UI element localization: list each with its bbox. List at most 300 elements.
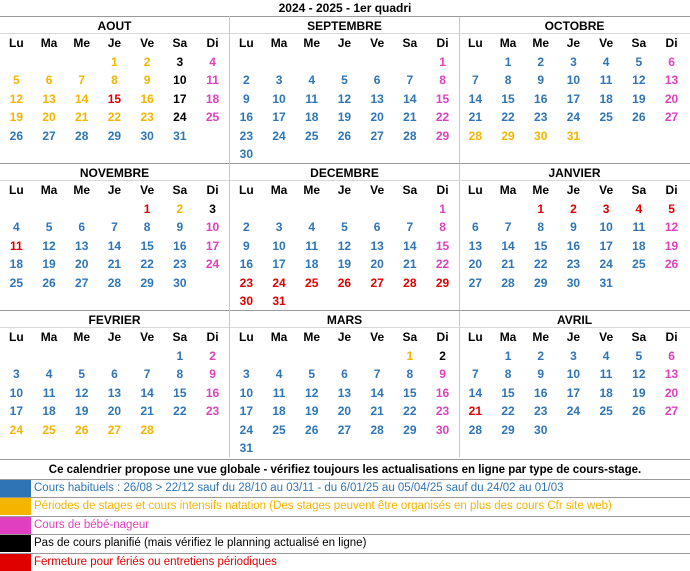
day-cell: 25 xyxy=(599,404,613,419)
day-cell: 3 xyxy=(275,73,283,88)
day-cell: 1 xyxy=(537,202,545,216)
day-cell: 19 xyxy=(42,257,56,272)
day-cell: 1 xyxy=(439,202,446,216)
day-cell: 15 xyxy=(501,91,515,106)
day-cell: 17 xyxy=(173,91,187,106)
day-cell: 13 xyxy=(370,91,384,106)
day-cell: 10 xyxy=(239,385,254,400)
weekday-header: Di xyxy=(436,183,449,197)
day-cell: 17 xyxy=(272,257,286,272)
weekday-header: Ma xyxy=(270,183,288,197)
day-cell: 12 xyxy=(664,220,679,235)
weekday-header: Ve xyxy=(140,36,155,50)
day-cell: 24 xyxy=(272,275,286,290)
day-cell: 1 xyxy=(504,349,512,363)
day-cell: 18 xyxy=(42,404,56,419)
day-cell: 21 xyxy=(370,404,384,419)
day-cell: 20 xyxy=(337,404,352,419)
day-cell: 14 xyxy=(140,385,154,400)
day-cell: 7 xyxy=(373,367,381,382)
legend-row-orange xyxy=(0,497,690,515)
day-cell: 23 xyxy=(435,404,450,419)
day-cell: 2 xyxy=(209,349,216,363)
day-cell: 14 xyxy=(403,91,417,106)
month-novembre xyxy=(0,163,230,310)
weekday-header: Ma xyxy=(270,36,288,50)
day-cell: 3 xyxy=(243,367,250,382)
day-cell: 1 xyxy=(504,55,512,69)
day-cell: 3 xyxy=(176,55,184,69)
legend-text: Pas de cours planifié (mais vérifiez le planning actualisé en ligne) xyxy=(34,537,367,550)
day-cell: 1 xyxy=(406,349,414,363)
day-cell: 22 xyxy=(435,110,450,125)
day-cell: 11 xyxy=(305,238,319,253)
day-cell: 9 xyxy=(209,367,216,382)
day-cell: 19 xyxy=(632,385,646,400)
day-cell: 26 xyxy=(337,275,352,290)
day-cell: 23 xyxy=(534,404,548,419)
day-cell: 12 xyxy=(42,238,56,253)
day-cell: 15 xyxy=(501,385,515,400)
day-cell: 2 xyxy=(537,55,545,69)
day-cell: 28 xyxy=(403,275,417,290)
weekday-header: Ve xyxy=(599,183,614,197)
day-cell: 5 xyxy=(45,220,53,235)
day-cell: 11 xyxy=(10,238,23,253)
day-cell: 28 xyxy=(107,275,122,290)
day-cell: 24 xyxy=(566,404,581,419)
weekday-header: Je xyxy=(337,183,352,197)
day-cell: 18 xyxy=(205,91,220,106)
day-cell: 9 xyxy=(143,73,151,88)
day-cell: 14 xyxy=(403,238,417,253)
day-cell: 4 xyxy=(209,55,216,69)
day-cell: 1 xyxy=(176,349,184,363)
day-cell: 24 xyxy=(205,257,220,272)
day-cell: 5 xyxy=(308,367,316,382)
day-cell: 25 xyxy=(205,110,220,125)
day-cell: 26 xyxy=(42,275,56,290)
day-cell: 13 xyxy=(370,238,384,253)
day-cell: 19 xyxy=(337,110,352,125)
day-cell: 14 xyxy=(107,238,122,253)
day-cell: 14 xyxy=(370,385,384,400)
month-janvier xyxy=(459,163,690,310)
day-cell: 25 xyxy=(272,422,286,437)
day-cell: 27 xyxy=(337,422,352,437)
day-cell: 13 xyxy=(337,385,352,400)
day-cell: 28 xyxy=(75,128,89,143)
day-cell: 10 xyxy=(9,385,24,400)
day-cell: 11 xyxy=(599,73,613,88)
day-cell: 22 xyxy=(435,257,450,272)
month-aout xyxy=(0,16,230,163)
day-cell: 8 xyxy=(176,367,184,382)
day-cell: 15 xyxy=(403,385,417,400)
weekday-header: Sa xyxy=(402,330,418,344)
day-cell: 4 xyxy=(275,367,283,382)
weekday-header: Lu xyxy=(9,330,24,344)
weekday-header: Ma xyxy=(40,330,58,344)
weekday-header: Lu xyxy=(9,183,24,197)
day-cell: 26 xyxy=(305,422,319,437)
day-cell: 5 xyxy=(635,349,643,363)
day-cell: 29 xyxy=(435,128,450,143)
day-cell: 6 xyxy=(668,349,675,363)
legend-swatch xyxy=(0,554,31,571)
day-cell: 30 xyxy=(239,147,254,161)
weekday-header: Lu xyxy=(468,330,483,344)
day-cell: 9 xyxy=(537,73,545,88)
day-cell: 30 xyxy=(140,128,154,143)
day-cell: 8 xyxy=(439,220,446,235)
weekday-header: Sa xyxy=(631,183,647,197)
day-cell: 8 xyxy=(406,367,414,382)
day-cell: 23 xyxy=(140,110,154,125)
day-cell: 3 xyxy=(602,202,610,216)
weekday-header: Ma xyxy=(499,183,517,197)
legend-text: Fermeture pour fériés ou entretiens périodiques xyxy=(34,555,277,568)
weekday-header: Je xyxy=(337,36,352,50)
day-cell: 3 xyxy=(209,202,216,216)
day-cell: 12 xyxy=(632,73,646,88)
day-cell: 29 xyxy=(435,275,450,290)
day-cell: 20 xyxy=(75,257,89,272)
day-cell: 5 xyxy=(341,220,348,235)
legend-swatch xyxy=(0,480,31,497)
day-cell: 15 xyxy=(534,238,548,253)
month-name: NOVEMBRE xyxy=(0,163,229,181)
day-cell: 5 xyxy=(78,367,86,382)
day-cell: 10 xyxy=(272,238,286,253)
legend-row-blue xyxy=(0,479,690,497)
day-cell: 23 xyxy=(239,275,254,290)
day-cell: 30 xyxy=(534,128,548,143)
day-cell: 14 xyxy=(468,91,483,106)
weekday-header: Me xyxy=(303,183,321,197)
day-cell: 30 xyxy=(435,422,450,437)
day-cell: 29 xyxy=(501,422,515,437)
month-name: FEVRIER xyxy=(0,310,229,328)
weekday-header: Me xyxy=(303,36,321,50)
day-cell: 3 xyxy=(275,220,283,235)
day-cell: 7 xyxy=(406,73,414,88)
day-cell: 23 xyxy=(205,404,220,419)
day-cell: 18 xyxy=(599,91,613,106)
day-cell: 20 xyxy=(42,110,56,125)
day-cell: 26 xyxy=(632,404,646,419)
day-cell: 13 xyxy=(664,367,679,382)
day-cell: 22 xyxy=(140,257,154,272)
weekday-header: Di xyxy=(206,36,219,50)
weekday-header: Je xyxy=(566,36,581,50)
day-cell: 27 xyxy=(468,275,483,290)
weekday-header: Me xyxy=(532,330,550,344)
day-cell: 19 xyxy=(75,404,89,419)
weekday-header: Di xyxy=(436,36,449,50)
day-cell: 3 xyxy=(570,349,577,363)
weekday-header: Lu xyxy=(239,330,254,344)
day-cell: 4 xyxy=(13,220,20,235)
day-cell: 21 xyxy=(403,110,417,125)
day-cell: 11 xyxy=(599,367,613,382)
day-cell: 16 xyxy=(435,385,450,400)
day-cell: 19 xyxy=(9,110,24,125)
day-cell: 26 xyxy=(337,128,352,143)
weekday-header: Me xyxy=(532,183,550,197)
day-cell: 25 xyxy=(9,275,24,290)
day-cell: 19 xyxy=(632,91,646,106)
day-cell: 11 xyxy=(305,91,319,106)
day-cell: 22 xyxy=(107,110,122,125)
day-cell: 22 xyxy=(173,404,187,419)
day-cell: 18 xyxy=(599,385,613,400)
day-cell: 3 xyxy=(13,367,20,382)
day-cell: 17 xyxy=(566,385,581,400)
day-cell: 25 xyxy=(305,275,319,290)
weekday-header: Me xyxy=(303,330,321,344)
day-cell: 29 xyxy=(403,422,417,437)
day-cell: 16 xyxy=(566,238,581,253)
day-cell: 27 xyxy=(42,128,56,143)
day-cell: 11 xyxy=(632,220,646,235)
day-cell: 7 xyxy=(504,220,512,235)
day-cell: 25 xyxy=(632,257,646,272)
day-cell: 4 xyxy=(602,349,610,363)
weekday-header: Me xyxy=(73,36,91,50)
day-cell: 28 xyxy=(140,422,154,437)
weekday-header: Ma xyxy=(270,330,288,344)
day-cell: 1 xyxy=(111,55,118,69)
weekday-header: Lu xyxy=(239,36,254,50)
weekday-header: Ve xyxy=(140,330,155,344)
day-cell: 2 xyxy=(243,73,250,88)
day-cell: 28 xyxy=(403,128,417,143)
day-cell: 18 xyxy=(272,404,286,419)
weekday-header: Sa xyxy=(402,36,418,50)
weekday-header: Sa xyxy=(172,330,188,344)
day-cell: 17 xyxy=(599,238,613,253)
day-cell: 18 xyxy=(305,257,319,272)
legend-swatch xyxy=(0,535,31,552)
day-cell: 15 xyxy=(140,238,154,253)
legend-swatch xyxy=(0,498,31,515)
day-cell: 6 xyxy=(373,73,381,88)
day-cell: 17 xyxy=(272,110,286,125)
legend-text: Cours habituels : 26/08 > 22/12 sauf du 28/10 au 03/11 - du 6/01/25 au 05/04/25 sauf du 24/02 au 01/03 xyxy=(34,482,564,494)
day-cell: 9 xyxy=(243,91,250,106)
day-cell: 12 xyxy=(75,385,89,400)
day-cell: 8 xyxy=(504,73,512,88)
day-cell: 23 xyxy=(566,257,581,272)
day-cell: 20 xyxy=(370,257,384,272)
day-cell: 4 xyxy=(308,73,316,88)
day-cell: 29 xyxy=(107,128,122,143)
day-cell: 8 xyxy=(439,73,446,88)
day-cell: 29 xyxy=(534,275,548,290)
day-cell: 20 xyxy=(370,110,384,125)
day-cell: 16 xyxy=(239,257,254,272)
weekday-header: Ve xyxy=(599,36,614,50)
legend-row-black xyxy=(0,534,690,552)
legend-swatch xyxy=(0,517,31,534)
day-cell: 10 xyxy=(566,73,581,88)
day-cell: 8 xyxy=(537,220,545,235)
day-cell: 2 xyxy=(570,202,577,216)
day-cell: 17 xyxy=(566,91,581,106)
day-cell: 29 xyxy=(140,275,154,290)
weekday-header: Ve xyxy=(370,330,385,344)
day-cell: 15 xyxy=(435,238,450,253)
day-cell: 13 xyxy=(468,238,483,253)
day-cell: 6 xyxy=(373,220,381,235)
day-cell: 31 xyxy=(566,128,581,143)
day-cell: 1 xyxy=(143,202,151,216)
weekday-header: Me xyxy=(73,183,91,197)
day-cell: 16 xyxy=(173,238,187,253)
day-cell: 17 xyxy=(205,238,220,253)
weekday-header: Ve xyxy=(370,36,385,50)
day-cell: 22 xyxy=(534,257,548,272)
weekday-header: Ma xyxy=(499,36,517,50)
day-cell: 24 xyxy=(173,110,187,125)
day-cell: 20 xyxy=(107,404,122,419)
day-cell: 20 xyxy=(664,385,679,400)
weekday-header: Me xyxy=(73,330,91,344)
day-cell: 14 xyxy=(468,385,483,400)
month-name: JANVIER xyxy=(459,163,690,181)
day-cell: 28 xyxy=(501,275,515,290)
day-cell: 21 xyxy=(403,257,417,272)
month-name: DECEMBRE xyxy=(230,163,459,181)
day-cell: 21 xyxy=(501,257,515,272)
weekday-header: Lu xyxy=(468,183,483,197)
day-cell: 26 xyxy=(75,422,89,437)
day-cell: 7 xyxy=(472,367,479,382)
day-cell: 27 xyxy=(664,404,679,419)
day-cell: 31 xyxy=(272,294,286,308)
day-cell: 16 xyxy=(140,91,154,106)
weekday-header: Sa xyxy=(631,330,647,344)
day-cell: 7 xyxy=(111,220,118,235)
day-cell: 20 xyxy=(468,257,483,272)
legend-text: Périodes de stages et cours intensifs natation (Des stages peuvent être organisés en plus des cours Cfr site web) xyxy=(34,500,612,513)
month-name: OCTOBRE xyxy=(459,16,690,34)
day-cell: 12 xyxy=(337,91,352,106)
day-cell: 5 xyxy=(13,73,20,88)
day-cell: 7 xyxy=(143,367,151,382)
day-cell: 4 xyxy=(45,367,53,382)
weekday-header: Ve xyxy=(599,330,614,344)
day-cell: 13 xyxy=(664,73,679,88)
weekday-header: Di xyxy=(206,183,219,197)
day-cell: 2 xyxy=(243,220,250,235)
day-cell: 6 xyxy=(78,220,86,235)
day-cell: 4 xyxy=(602,55,610,69)
day-cell: 25 xyxy=(42,422,56,437)
weekday-header: Di xyxy=(206,330,219,344)
day-cell: 25 xyxy=(599,110,613,125)
day-cell: 6 xyxy=(341,367,348,382)
day-cell: 18 xyxy=(9,257,24,272)
weekday-header: Je xyxy=(566,183,581,197)
month-name: AVRIL xyxy=(459,310,690,328)
day-cell: 23 xyxy=(534,110,548,125)
weekday-header: Sa xyxy=(402,183,418,197)
weekday-header: Lu xyxy=(468,36,483,50)
day-cell: 21 xyxy=(140,404,154,419)
day-cell: 21 xyxy=(107,257,122,272)
day-cell: 7 xyxy=(406,220,414,235)
day-cell: 5 xyxy=(635,55,643,69)
month-septembre xyxy=(230,16,460,163)
day-cell: 9 xyxy=(537,367,545,382)
weekday-header: Di xyxy=(665,330,678,344)
day-cell: 19 xyxy=(305,404,319,419)
weekday-header: Lu xyxy=(9,36,24,50)
day-cell: 19 xyxy=(337,257,352,272)
weekday-header: Sa xyxy=(631,36,647,50)
weekday-header: Je xyxy=(107,183,122,197)
weekday-header: Je xyxy=(107,36,122,50)
day-cell: 20 xyxy=(664,91,679,106)
weekday-header: Je xyxy=(337,330,352,344)
weekday-header: Ma xyxy=(40,183,58,197)
notice-text: Ce calendrier propose une vue globale - vérifiez toujours les actualisations en ligne par type de cours-stage. xyxy=(0,459,690,480)
weekday-header: Je xyxy=(566,330,581,344)
day-cell: 27 xyxy=(107,422,122,437)
weekday-header: Di xyxy=(665,36,678,50)
month-fevrier xyxy=(0,310,230,457)
day-cell: 15 xyxy=(173,385,187,400)
day-cell: 10 xyxy=(205,220,220,235)
day-cell: 22 xyxy=(403,404,417,419)
day-cell: 2 xyxy=(143,55,151,69)
day-cell: 13 xyxy=(107,385,122,400)
calendar-title: 2024 - 2025 - 1er quadri xyxy=(278,1,412,15)
day-cell: 1 xyxy=(439,55,446,69)
weekday-header: Ma xyxy=(40,36,58,50)
day-cell: 25 xyxy=(305,128,319,143)
day-cell: 17 xyxy=(239,404,254,419)
day-cell: 16 xyxy=(534,385,548,400)
day-cell: 6 xyxy=(472,220,479,235)
day-cell: 12 xyxy=(305,385,319,400)
day-cell: 8 xyxy=(111,73,118,88)
day-cell: 16 xyxy=(239,110,254,125)
day-cell: 7 xyxy=(78,73,86,88)
day-cell: 5 xyxy=(668,202,675,216)
day-cell: 27 xyxy=(664,110,679,125)
day-cell: 16 xyxy=(205,385,220,400)
day-cell: 24 xyxy=(272,128,286,143)
weekday-header: Ve xyxy=(370,183,385,197)
month-mars xyxy=(230,310,460,457)
weekday-header: Ve xyxy=(140,183,155,197)
day-cell: 28 xyxy=(370,422,384,437)
day-cell: 21 xyxy=(75,110,89,125)
weekday-header: Di xyxy=(665,183,678,197)
day-cell: 24 xyxy=(566,110,581,125)
day-cell: 9 xyxy=(243,238,250,253)
day-cell: 14 xyxy=(501,238,515,253)
day-cell: 9 xyxy=(570,220,577,235)
day-cell: 17 xyxy=(9,404,24,419)
day-cell: 5 xyxy=(341,73,348,88)
day-cell: 6 xyxy=(111,367,118,382)
day-cell: 8 xyxy=(504,367,512,382)
day-cell: 12 xyxy=(337,238,352,253)
